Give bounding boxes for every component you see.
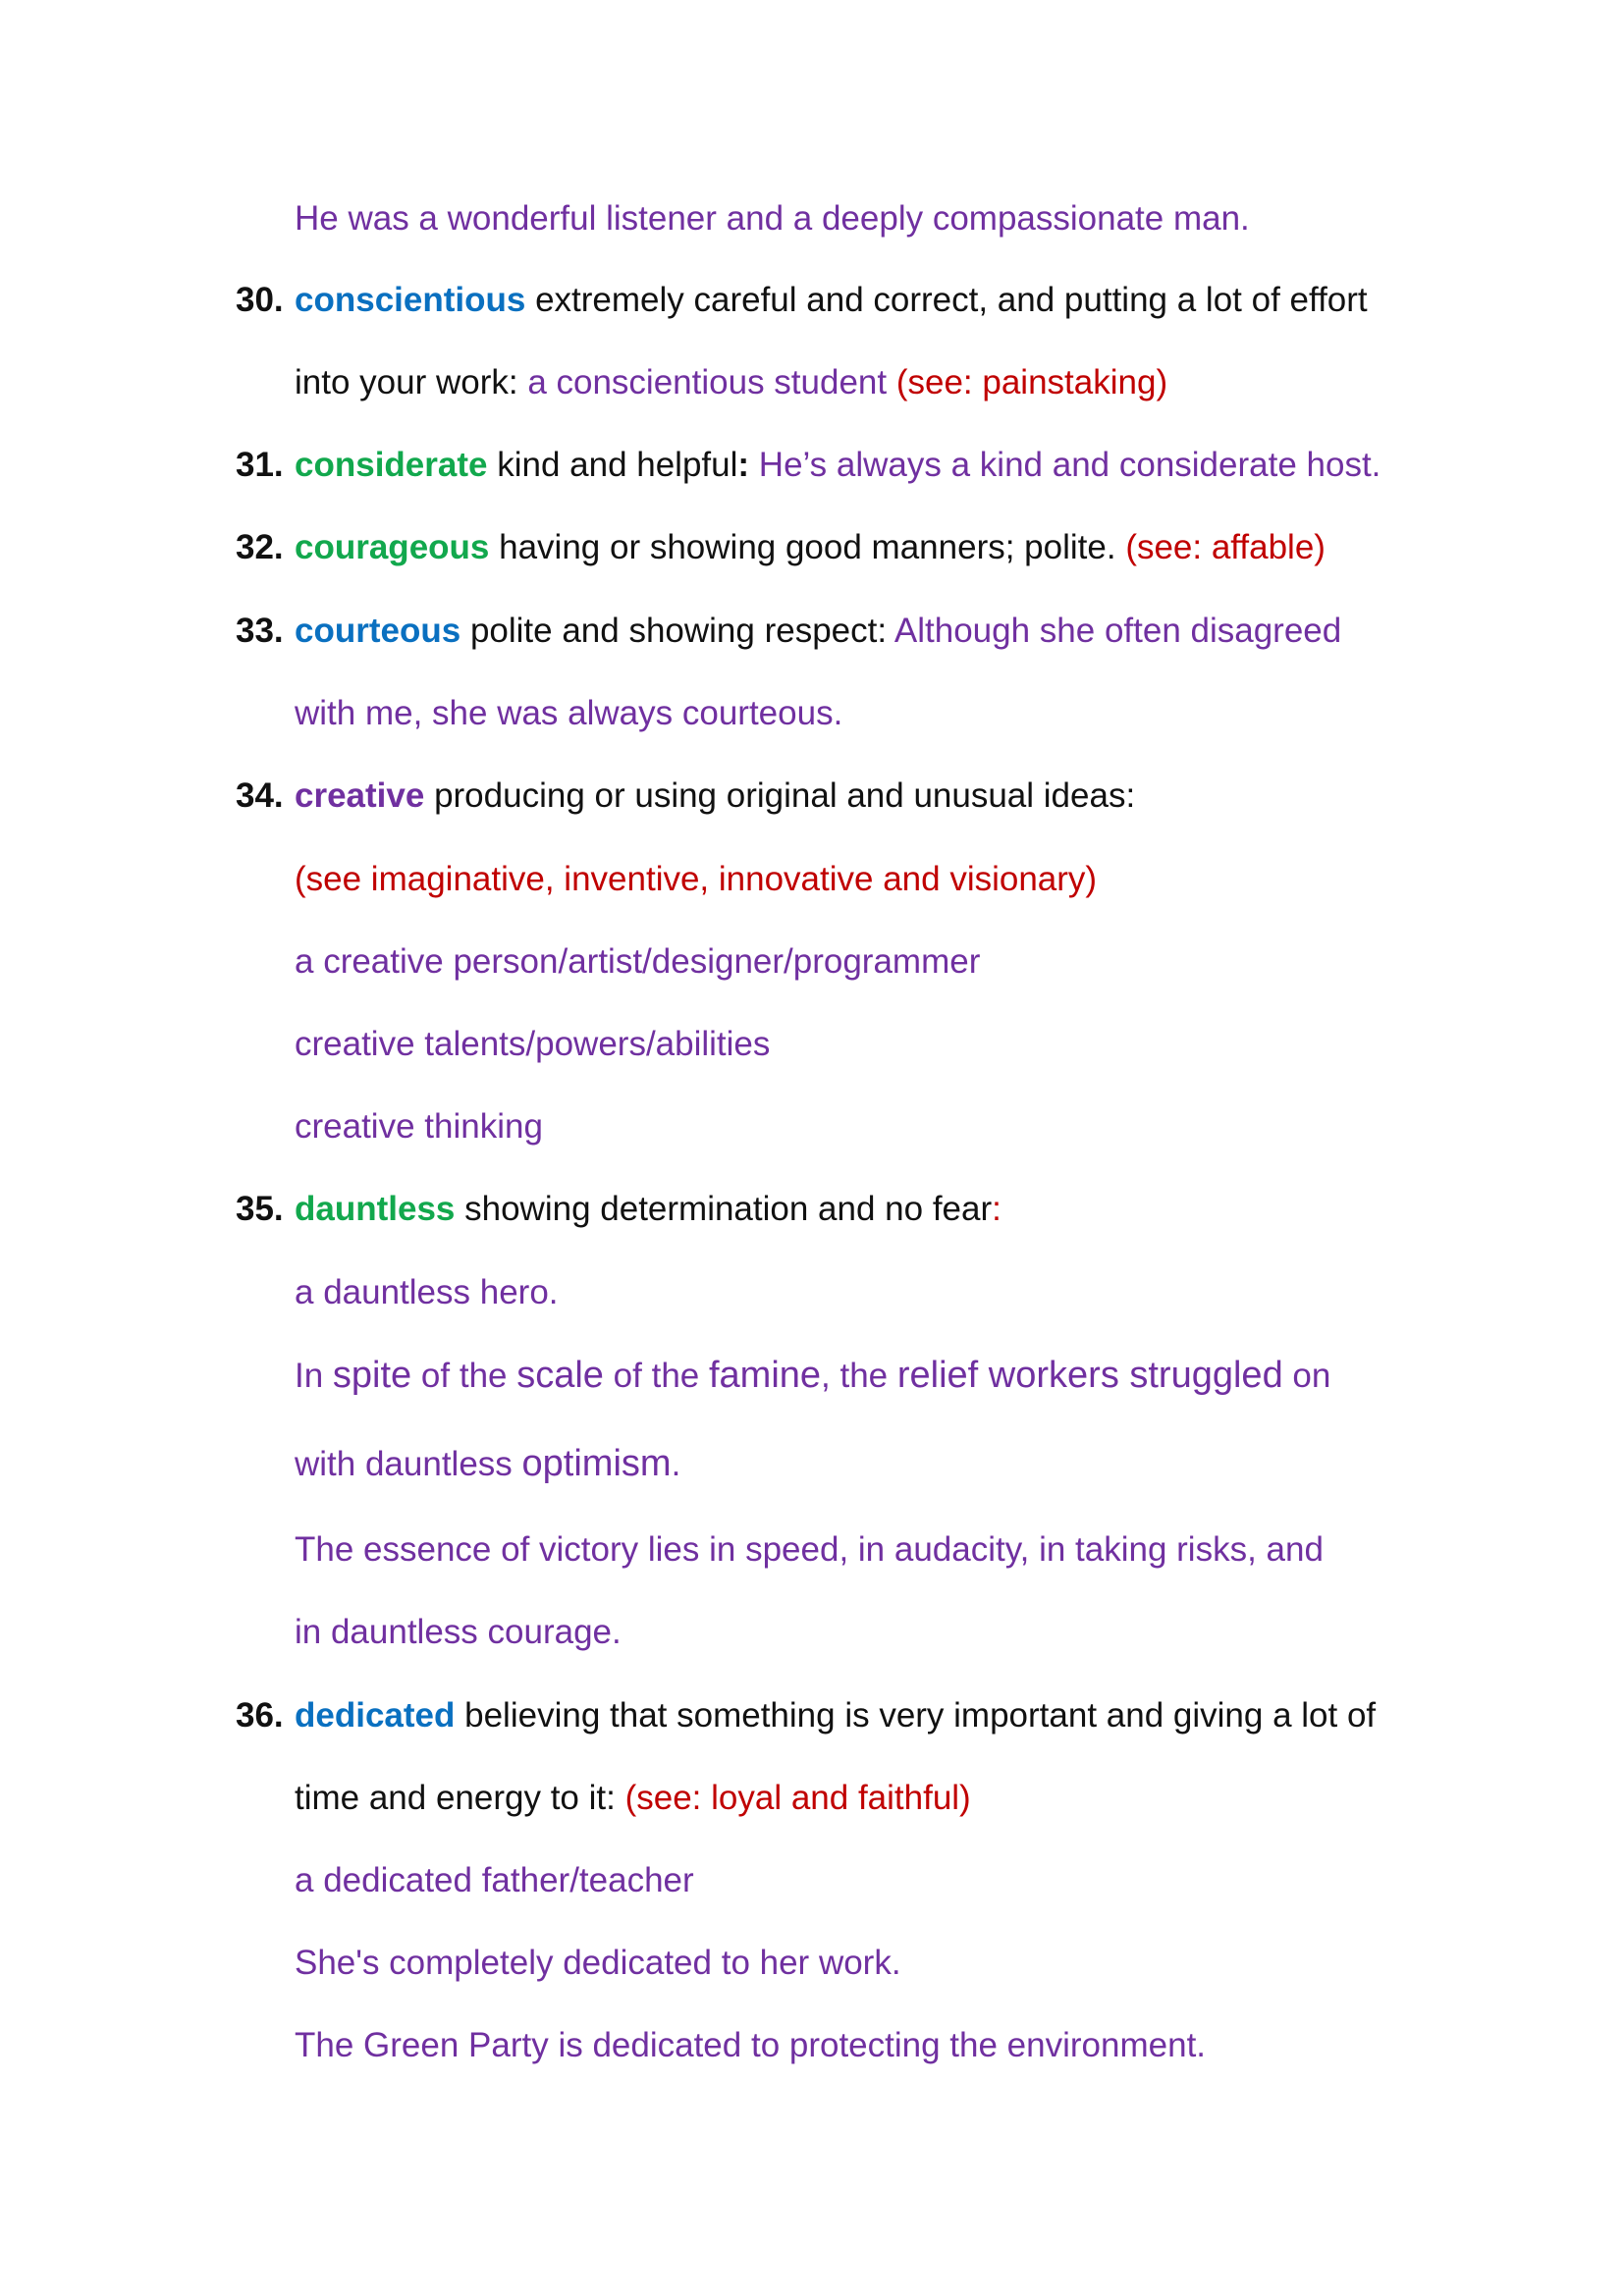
example-line: He was a wonderful listener and a deeply compassionate man. — [295, 199, 1250, 238]
entry-35-line-1 — [295, 1192, 1001, 1226]
definition: extremely careful and correct, and putting a lot of effort — [535, 281, 1368, 319]
example-fragment: , the — [821, 1357, 897, 1395]
example-fragment: scale — [516, 1355, 604, 1396]
example-line: creative talents/powers/abilities — [295, 1025, 771, 1063]
entry-36-line-2 — [295, 1781, 971, 1815]
entry-34-line-1 — [295, 778, 1135, 813]
colon: : — [992, 1190, 1001, 1228]
definition-continued: into your work: — [295, 363, 528, 401]
example-fragment: with dauntless — [295, 1445, 522, 1483]
definition: having or showing good manners; polite. — [499, 528, 1116, 566]
colon: : — [737, 446, 750, 484]
entry-32-line-1 — [295, 530, 1326, 564]
entry-number: 35. — [236, 1190, 284, 1228]
example-line: a creative person/artist/designer/programmer — [295, 942, 981, 981]
example-fragment: famine — [708, 1355, 822, 1396]
definition-continued: time and energy to it: — [295, 1779, 625, 1817]
entry-number: 32. — [236, 528, 284, 566]
example-line: She's completely dedicated to her work. — [295, 1944, 901, 1982]
entry-30-line-1 — [295, 283, 1368, 317]
definition: showing determination and no fear — [464, 1190, 993, 1228]
entry-number: 31. — [236, 446, 284, 484]
example-line: creative thinking — [295, 1107, 543, 1146]
definition: producing or using original and unusual ideas: — [434, 776, 1136, 815]
inline-example: He’s always a kind and considerate host. — [758, 446, 1381, 484]
term-dedicated: dedicated — [295, 1696, 456, 1735]
entry-number: 30. — [236, 281, 284, 319]
example-line: a dedicated father/teacher — [295, 1861, 694, 1899]
term-creative: creative — [295, 776, 425, 815]
example-fragment: of the — [411, 1357, 517, 1395]
example-line-mixed — [295, 1445, 680, 1482]
example-fragment: . — [671, 1445, 681, 1483]
see-also: (see: painstaking) — [895, 363, 1168, 401]
example-line: in dauntless courage. — [295, 1613, 622, 1651]
entry-33-line-1 — [295, 614, 1341, 648]
example-line: The Green Party is dedicated to protecting the environment. — [295, 2026, 1207, 2064]
term-conscientious: conscientious — [295, 281, 526, 319]
entry-36-line-1 — [295, 1698, 1376, 1733]
see-also: (see: loyal and faithful) — [624, 1779, 971, 1817]
entry-31-line-1 — [295, 448, 1380, 482]
example-fragment: optimism — [521, 1443, 672, 1484]
term-considerate: considerate — [295, 446, 488, 484]
term-courteous: courteous — [295, 612, 461, 650]
definition: polite and showing respect: — [469, 612, 894, 650]
entry-number: 36. — [236, 1696, 284, 1735]
example-fragment: on — [1282, 1357, 1331, 1395]
example-continued: with me, she was always courteous. — [295, 694, 843, 732]
entry-number: 33. — [236, 612, 284, 650]
example-fragment: spite — [332, 1355, 412, 1396]
entry-30-line-2 — [295, 365, 1167, 400]
definition: believing that something is very important and giving a lot of — [464, 1696, 1377, 1735]
term-courageous: courageous — [295, 528, 490, 566]
entry-number: 34. — [236, 776, 284, 815]
example-fragment: relief workers struggled — [896, 1355, 1283, 1396]
example-line: The essence of victory lies in speed, in audacity, in taking risks, and — [295, 1530, 1324, 1569]
see-also: (see imaginative, inventive, innovative and visionary) — [295, 860, 1098, 898]
definition: kind and helpful — [497, 446, 738, 484]
inline-example: Although she often disagreed — [893, 612, 1342, 650]
example-line-mixed — [295, 1357, 1330, 1394]
term-dauntless: dauntless — [295, 1190, 456, 1228]
example-fragment: of the — [603, 1357, 709, 1395]
inline-example: a conscientious student — [527, 363, 888, 401]
see-also: (see: affable) — [1125, 528, 1326, 566]
example-line: a dauntless hero. — [295, 1273, 559, 1311]
example-fragment: In — [295, 1357, 333, 1395]
